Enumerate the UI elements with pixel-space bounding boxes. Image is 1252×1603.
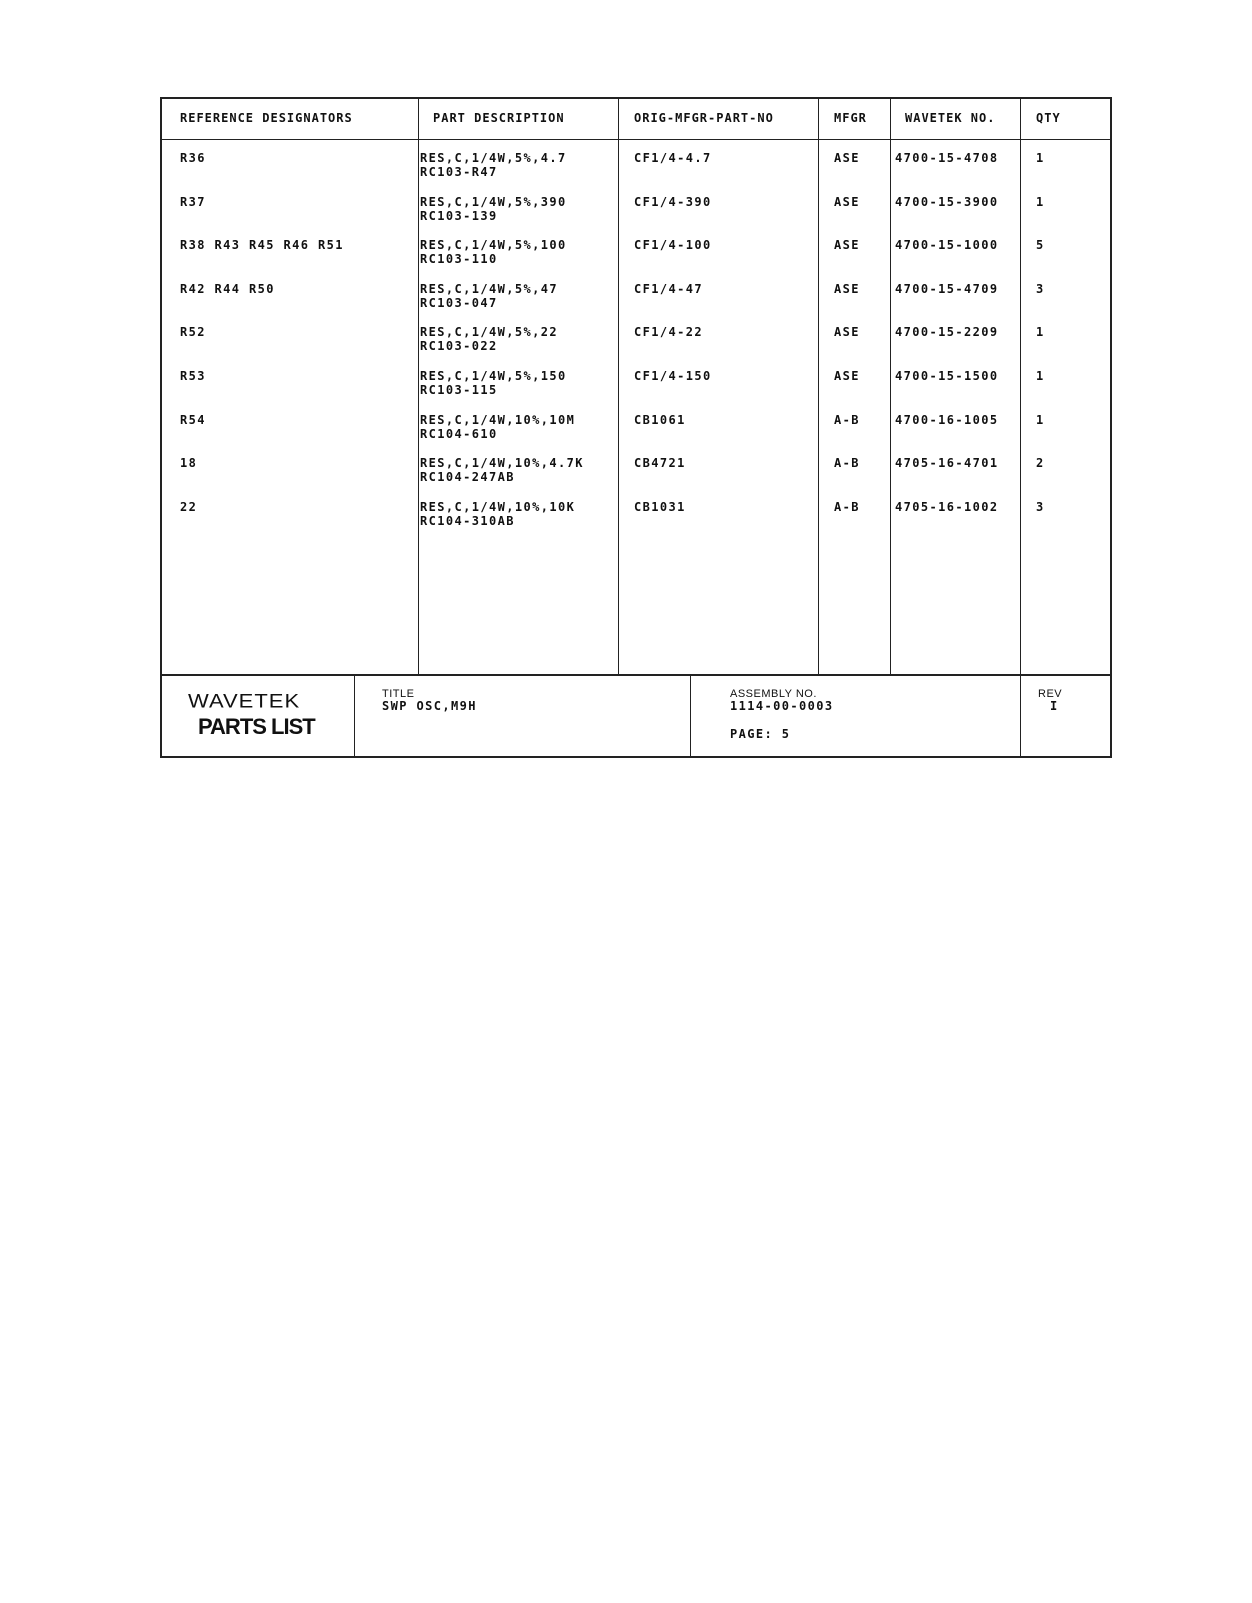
cell-wavetek-no: 4705-16-1002 — [895, 499, 999, 514]
cell-part-description: RES,C,1/4W,5%,4.7 — [420, 151, 567, 165]
rev-value: I — [1050, 699, 1059, 713]
cell-part-description: RES,C,1/4W,5%,100 — [420, 238, 567, 253]
cell-qty: 1 — [1036, 151, 1045, 165]
cell-reference-designators: R54 — [180, 412, 206, 427]
cell-part-code: RC104-247AB — [420, 470, 515, 485]
parts-table — [162, 99, 1110, 676]
cell-qty: 5 — [1036, 238, 1045, 253]
cell-reference-designators: 18 — [180, 456, 198, 471]
parts-list-sheet — [160, 97, 1112, 758]
cell-part-code: RC104-610 — [420, 426, 498, 441]
header-part-description: PART DESCRIPTION — [433, 111, 565, 125]
cell-part-description: RES,C,1/4W,5%,47 — [420, 281, 558, 296]
cell-orig-mfgr-part-no: CB1061 — [634, 412, 686, 427]
cell-orig-mfgr-part-no: CF1/4-100 — [634, 238, 712, 253]
cell-orig-mfgr-part-no: CF1/4-4.7 — [634, 151, 712, 165]
column-divider — [818, 99, 819, 674]
header-mfgr: MFGR — [834, 111, 867, 125]
column-divider — [418, 99, 419, 674]
cell-mfgr: A-B — [834, 412, 860, 427]
parts-list-heading: PARTS LIST — [198, 714, 315, 739]
cell-part-description: RES,C,1/4W,5%,22 — [420, 325, 558, 340]
cell-reference-designators: 22 — [180, 499, 198, 514]
assembly-value: 1114-00-0003 — [730, 699, 834, 713]
cell-orig-mfgr-part-no: CF1/4-390 — [634, 194, 712, 209]
assembly-label: ASSEMBLY NO. — [730, 688, 817, 700]
cell-part-code: RC103-139 — [420, 208, 498, 223]
footer-divider — [1020, 676, 1021, 758]
footer-divider — [690, 676, 691, 758]
cell-wavetek-no: 4700-15-2209 — [895, 325, 999, 340]
cell-qty: 1 — [1036, 325, 1045, 340]
column-divider — [890, 99, 891, 674]
cell-mfgr: A-B — [834, 456, 860, 471]
cell-reference-designators: R36 — [180, 151, 206, 165]
cell-reference-designators: R42 R44 R50 — [180, 281, 275, 296]
cell-wavetek-no: 4700-16-1005 — [895, 412, 999, 427]
header-divider — [162, 139, 1110, 140]
header-orig-mfgr-part-no: ORIG-MFGR-PART-NO — [634, 111, 774, 125]
cell-wavetek-no: 4700-15-4708 — [895, 151, 999, 165]
cell-part-code: RC103-047 — [420, 295, 498, 310]
cell-qty: 2 — [1036, 456, 1045, 471]
cell-qty: 1 — [1036, 412, 1045, 427]
cell-part-description: RES,C,1/4W,10%,4.7K — [420, 456, 584, 471]
cell-wavetek-no: 4700-15-1500 — [895, 369, 999, 383]
cell-part-code: RC103-110 — [420, 252, 498, 267]
cell-qty: 1 — [1036, 369, 1045, 383]
header-reference-designators: REFERENCE DESIGNATORS — [180, 111, 353, 125]
cell-part-description: RES,C,1/4W,5%,390 — [420, 194, 567, 209]
cell-mfgr: ASE — [834, 151, 860, 165]
cell-reference-designators: R53 — [180, 369, 206, 383]
cell-part-code: RC103-115 — [420, 383, 498, 397]
cell-mfgr: ASE — [834, 369, 860, 383]
header-wavetek-no: WAVETEK NO. — [905, 111, 996, 125]
title-value: SWP OSC,M9H — [382, 699, 477, 713]
cell-reference-designators: R37 — [180, 194, 206, 209]
cell-part-code: RC103-022 — [420, 339, 498, 354]
cell-part-code: RC104-310AB — [420, 513, 515, 528]
rev-label: REV — [1038, 688, 1063, 700]
header-qty: QTY — [1036, 111, 1061, 125]
cell-part-description: RES,C,1/4W,10%,10M — [420, 412, 576, 427]
cell-part-description: RES,C,1/4W,5%,150 — [420, 369, 567, 383]
page-number: PAGE: 5 — [730, 727, 791, 741]
column-divider — [618, 99, 619, 674]
cell-orig-mfgr-part-no: CB4721 — [634, 456, 686, 471]
cell-qty: 3 — [1036, 281, 1045, 296]
title-block — [162, 676, 1110, 758]
cell-wavetek-no: 4705-16-4701 — [895, 456, 999, 471]
cell-wavetek-no: 4700-15-4709 — [895, 281, 999, 296]
cell-orig-mfgr-part-no: CB1031 — [634, 499, 686, 514]
cell-part-description: RES,C,1/4W,10%,10K — [420, 499, 576, 514]
cell-orig-mfgr-part-no: CF1/4-22 — [634, 325, 703, 340]
cell-qty: 1 — [1036, 194, 1045, 209]
wavetek-logo: WAVETEK — [188, 689, 301, 712]
cell-orig-mfgr-part-no: CF1/4-47 — [634, 281, 703, 296]
cell-wavetek-no: 4700-15-1000 — [895, 238, 999, 253]
column-divider — [1020, 99, 1021, 674]
cell-reference-designators: R38 R43 R45 R46 R51 — [180, 238, 344, 253]
cell-reference-designators: R52 — [180, 325, 206, 340]
cell-mfgr: ASE — [834, 194, 860, 209]
title-label: TITLE — [382, 688, 415, 700]
cell-wavetek-no: 4700-15-3900 — [895, 194, 999, 209]
cell-mfgr: ASE — [834, 238, 860, 253]
cell-qty: 3 — [1036, 499, 1045, 514]
cell-orig-mfgr-part-no: CF1/4-150 — [634, 369, 712, 383]
footer-divider — [354, 676, 355, 758]
cell-mfgr: ASE — [834, 281, 860, 296]
cell-mfgr: A-B — [834, 499, 860, 514]
cell-part-code: RC103-R47 — [420, 165, 498, 179]
cell-mfgr: ASE — [834, 325, 860, 340]
